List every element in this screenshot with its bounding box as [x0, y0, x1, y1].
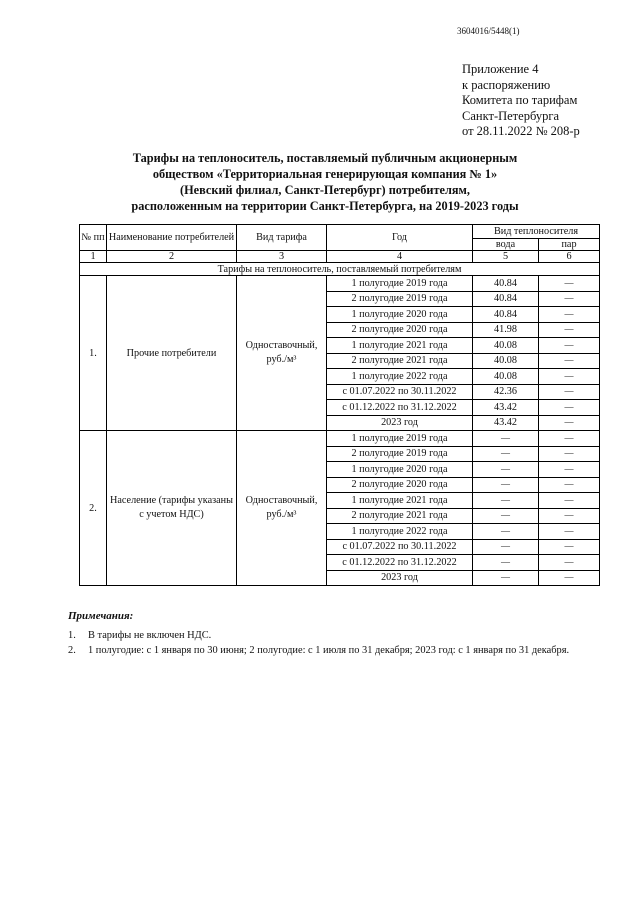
row-number: 1.: [80, 276, 107, 431]
period-cell: с 01.12.2022 по 31.12.2022: [327, 555, 473, 571]
notes-heading: Примечания:: [68, 610, 134, 622]
steam-value: —: [539, 477, 600, 493]
water-value: —: [473, 555, 539, 571]
header-steam: пар: [539, 239, 600, 251]
water-value: —: [473, 446, 539, 462]
steam-value: —: [539, 555, 600, 571]
appendix-line: от 28.11.2022 № 208-р: [462, 124, 580, 138]
water-value: 40.08: [473, 338, 539, 354]
period-cell: 2 полугодие 2020 года: [327, 477, 473, 493]
title-line: Тарифы на теплоноситель, поставляемый публичным акционерным: [132, 151, 518, 165]
row-number: 2.: [80, 431, 107, 586]
steam-value: —: [539, 291, 600, 307]
period-cell: 1 полугодие 2021 года: [327, 493, 473, 509]
period-cell: 1 полугодие 2020 года: [327, 462, 473, 478]
period-cell: с 01.07.2022 по 30.11.2022: [327, 384, 473, 400]
steam-value: —: [539, 276, 600, 292]
col-number: 2: [107, 251, 237, 263]
steam-value: —: [539, 322, 600, 338]
water-value: —: [473, 493, 539, 509]
steam-value: —: [539, 369, 600, 385]
period-cell: 1 полугодие 2019 года: [327, 276, 473, 292]
period-cell: 1 полугодие 2022 года: [327, 369, 473, 385]
steam-value: —: [539, 493, 600, 509]
section-heading: Тарифы на теплоноситель, поставляемый потребителям: [80, 263, 600, 276]
consumer-name: Население (тарифы указаны с учетом НДС): [107, 431, 237, 586]
period-cell: 2 полугодие 2020 года: [327, 322, 473, 338]
tariff-table: [79, 224, 600, 586]
steam-value: —: [539, 384, 600, 400]
period-cell: 2 полугодие 2019 года: [327, 291, 473, 307]
period-cell: 1 полугодие 2020 года: [327, 307, 473, 323]
water-value: —: [473, 570, 539, 586]
water-value: 43.42: [473, 415, 539, 431]
period-cell: 2023 год: [327, 570, 473, 586]
steam-value: —: [539, 446, 600, 462]
steam-value: —: [539, 508, 600, 524]
water-value: 40.84: [473, 307, 539, 323]
appendix-line: Санкт-Петербурга: [462, 108, 560, 123]
steam-value: —: [539, 400, 600, 416]
water-value: —: [473, 477, 539, 493]
note-number: 1.: [68, 630, 76, 641]
header-carrier: Вид теплоносителя: [473, 225, 600, 239]
period-cell: 1 полугодие 2022 года: [327, 524, 473, 540]
period-cell: с 01.07.2022 по 30.11.2022: [327, 539, 473, 555]
note-text: 1 полугодие: с 1 января по 30 июня; 2 полугодие: с 1 июля по 31 декабря; 2023 год: с 1 января по 31 декабря.: [88, 645, 570, 656]
col-number: 5: [473, 251, 539, 263]
document-number: 3604016/5448(1): [457, 26, 520, 36]
steam-value: —: [539, 570, 600, 586]
title-line: (Невский филиал, Санкт-Петербург) потребителям,: [180, 183, 470, 197]
water-value: —: [473, 508, 539, 524]
note-text: В тарифы не включен НДС.: [88, 630, 212, 641]
period-cell: 1 полугодие 2019 года: [327, 431, 473, 447]
water-value: —: [473, 524, 539, 540]
title-line: расположенным на территории Санкт-Петербурга, на 2019-2023 годы: [131, 199, 519, 213]
col-number: 3: [237, 251, 327, 263]
col-number: 6: [539, 251, 600, 263]
period-cell: 2 полугодие 2021 года: [327, 353, 473, 369]
steam-value: —: [539, 539, 600, 555]
header-name: Наименование потребителей: [107, 225, 237, 251]
steam-value: —: [539, 462, 600, 478]
header-year: Год: [327, 225, 473, 251]
period-cell: 2 полугодие 2021 года: [327, 508, 473, 524]
water-value: 40.08: [473, 353, 539, 369]
note-number: 2.: [68, 645, 76, 656]
water-value: —: [473, 462, 539, 478]
water-value: 40.08: [473, 369, 539, 385]
steam-value: —: [539, 431, 600, 447]
header-num: № пп: [80, 225, 107, 251]
water-value: 40.84: [473, 276, 539, 292]
water-value: —: [473, 431, 539, 447]
steam-value: —: [539, 415, 600, 431]
header-tariff: Вид тарифа: [237, 225, 327, 251]
steam-value: —: [539, 307, 600, 323]
steam-value: —: [539, 524, 600, 540]
period-cell: 2 полугодие 2019 года: [327, 446, 473, 462]
water-value: 42.36: [473, 384, 539, 400]
steam-value: —: [539, 353, 600, 369]
consumer-name: Прочие потребители: [107, 276, 237, 431]
note-item: [68, 645, 569, 656]
water-value: 41.98: [473, 322, 539, 338]
col-number: 4: [327, 251, 473, 263]
water-value: 43.42: [473, 400, 539, 416]
appendix-line: Приложение 4: [462, 62, 539, 76]
appendix-line: Комитета по тарифам: [462, 93, 578, 107]
water-value: —: [473, 539, 539, 555]
period-cell: 1 полугодие 2021 года: [327, 338, 473, 354]
period-cell: с 01.12.2022 по 31.12.2022: [327, 400, 473, 416]
title-line: обществом «Территориальная генерирующая компания № 1»: [152, 167, 498, 181]
tariff-type: Одноставочный, руб./м³: [237, 276, 327, 431]
water-value: 40.84: [473, 291, 539, 307]
document-title: [90, 150, 560, 214]
col-number: 1: [80, 251, 107, 263]
header-water: вода: [473, 239, 539, 251]
tariff-type: Одноставочный, руб./м³: [237, 431, 327, 586]
note-item: [68, 630, 211, 641]
period-cell: 2023 год: [327, 415, 473, 431]
appendix-block: [462, 62, 580, 140]
steam-value: —: [539, 338, 600, 354]
appendix-line: к распоряжению: [462, 77, 551, 92]
